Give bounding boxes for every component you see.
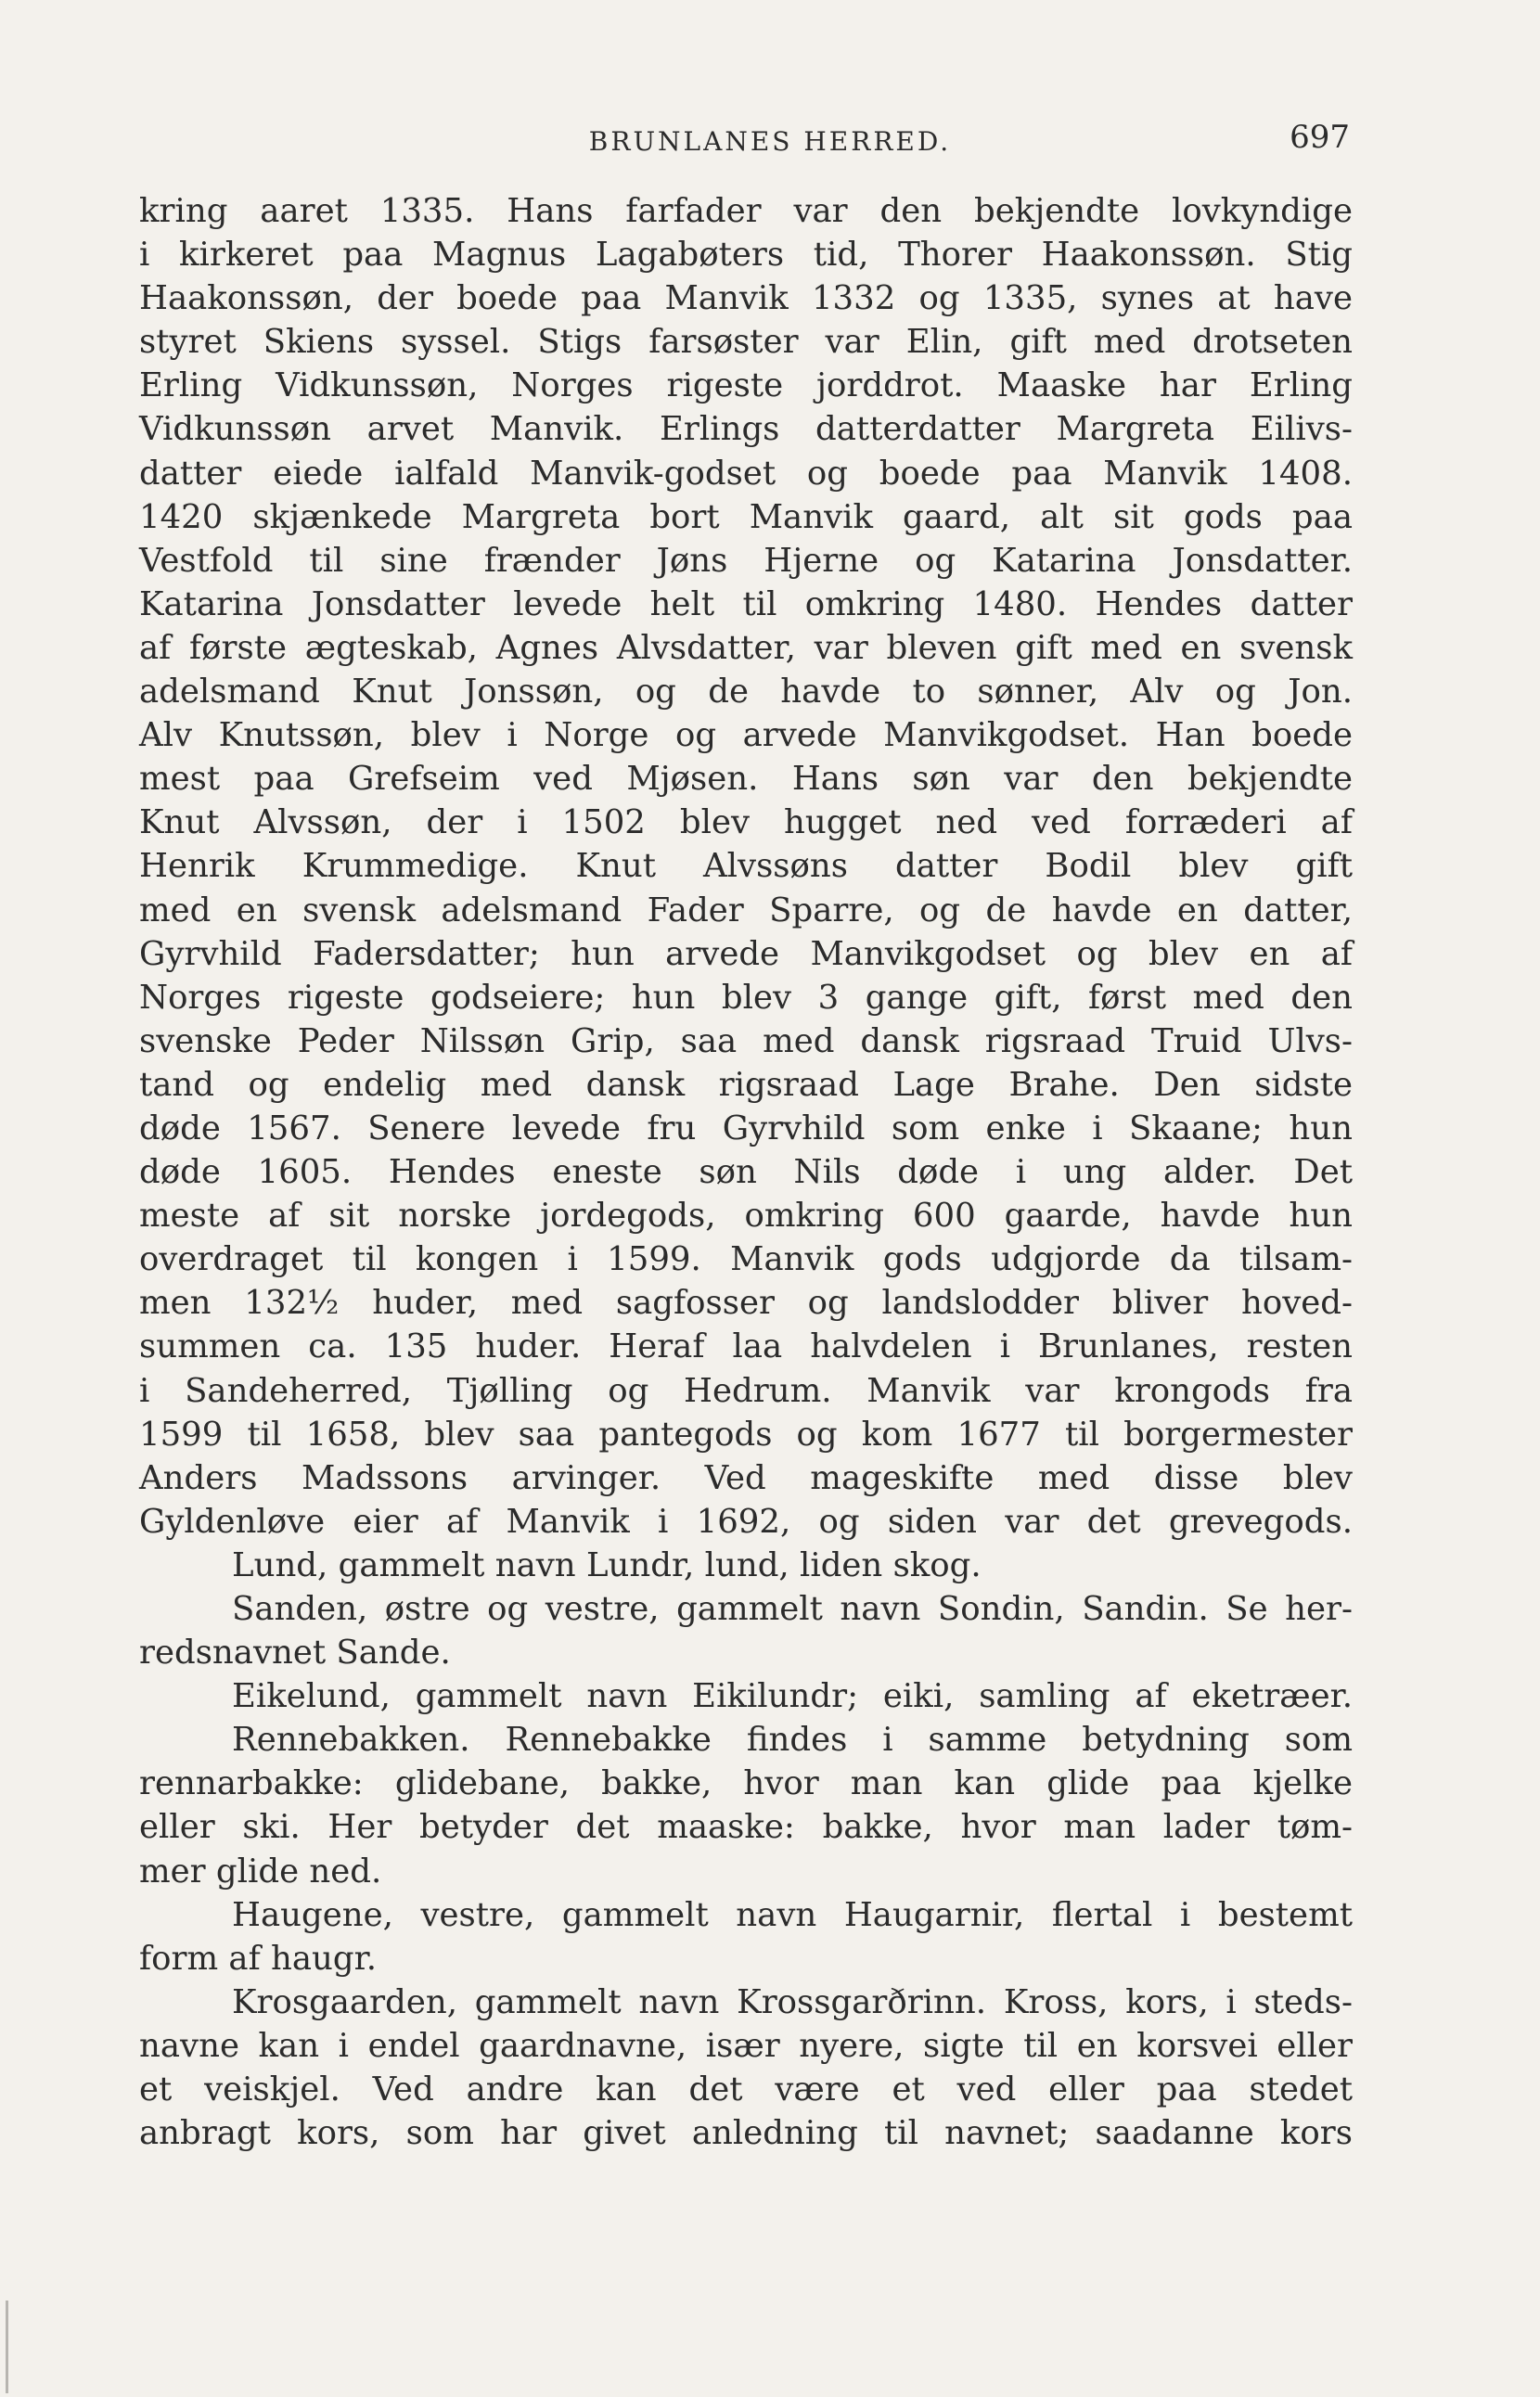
entry-lund: Lund, gammelt navn Lundr, lund, liden skog. xyxy=(232,1545,982,1584)
text-line: Katarina Jonsdatter levede helt til omkring 1480. Hendes datter xyxy=(139,584,1353,623)
entry-krosgaarden: Krosgaarden, gammelt navn Krossgarðrinn. Kross, kors, i steds- xyxy=(232,1982,1353,2021)
text-line: redsnavnet Sande. xyxy=(139,1634,451,1673)
text-line: Vidkunssøn arvet Manvik. Erlings datterdatter Margreta Eilivs- xyxy=(139,410,1353,449)
text-line: Henrik Krummedige. Knut Alvssøns datter Bodil blev gift xyxy=(139,847,1353,886)
text-line: rennarbakke: glidebane, bakke, hvor man kan glide paa kjelke xyxy=(139,1764,1353,1803)
text-line: navne kan i endel gaardnavne, især nyere, sigte til en korsvei eller xyxy=(139,2026,1353,2065)
text-line: døde 1605. Hendes eneste søn Nils døde i ung alder. Det xyxy=(139,1153,1353,1192)
text-line: adelsmand Knut Jonssøn, og de havde to sønner, Alv og Jon. xyxy=(139,673,1353,711)
text-line: i kirkeret paa Magnus Lagabøters tid, Thorer Haakonssøn. Stig xyxy=(139,236,1353,275)
text-line: Knut Alvssøn, der i 1502 blev hugget ned ved forræderi af xyxy=(139,803,1353,842)
text-line: Haakonssøn, der boede paa Manvik 1332 og 1335, synes at have xyxy=(139,279,1353,318)
text-line: Alv Knutssøn, blev i Norge og arvede Manvikgodset. Han boede xyxy=(139,716,1353,755)
text-line: med en svensk adelsmand Fader Sparre, og de havde en datter, xyxy=(139,891,1353,929)
entry-eikelund: Eikelund, gammelt navn Eikilundr; eiki, samling af eketræer. xyxy=(232,1677,1353,1716)
entry-sanden: Sanden, østre og vestre, gammelt navn Sondin, Sandin. Se her- xyxy=(232,1590,1353,1628)
text-line: men 132½ huder, med sagfosser og landslodder bliver hoved- xyxy=(139,1284,1353,1323)
text-line: anbragt kors, som har givet anledning til navnet; saadanne kors xyxy=(139,2114,1353,2153)
text-line: mest paa Grefseim ved Mjøsen. Hans søn var den bekjendte xyxy=(139,760,1353,799)
text-line: døde 1567. Senere levede fru Gyrvhild som enke i Skaane; hun xyxy=(139,1109,1353,1147)
text-line: form af haugr. xyxy=(139,1939,377,1978)
text-line: tand og endelig med dansk rigsraad Lage Brahe. Den sidste xyxy=(139,1065,1353,1104)
text-line: meste af sit norske jordegods, omkring 600 gaarde, havde hun xyxy=(139,1197,1353,1236)
text-line: Gyrvhild Fadersdatter; hun arvede Manvikgodset og blev en af xyxy=(139,934,1353,973)
running-title: BRUNLANES HERRED. xyxy=(588,126,952,157)
entry-rennebakken: Rennebakken. Rennebakke findes i samme betydning som xyxy=(232,1721,1353,1760)
entry-haugene: Haugene, vestre, gammelt navn Haugarnir, flertal i bestemt xyxy=(232,1895,1353,1934)
text-line: mer glide ned. xyxy=(139,1852,382,1891)
body-text xyxy=(139,189,1353,2155)
text-line: Anders Madssons arvinger. Ved mageskifte med disse blev xyxy=(139,1458,1353,1497)
text-line: overdraget til kongen i 1599. Manvik gods udgjorde da tilsam- xyxy=(139,1240,1353,1279)
text-line: Norges rigeste godseiere; hun blev 3 gange gift, først med den xyxy=(139,978,1353,1017)
text-line: kring aaret 1335. Hans farfader var den bekjendte lovkyndige xyxy=(139,192,1353,230)
text-line: svenske Peder Nilssøn Grip, saa med dansk rigsraad Truid Ulvs- xyxy=(139,1021,1353,1060)
text-line: summen ca. 135 huder. Heraf laa halvdelen i Brunlanes, resten xyxy=(139,1327,1353,1366)
text-line: Vestfold til sine frænder Jøns Hjerne og Katarina Jonsdatter. xyxy=(139,541,1353,580)
text-line: styret Skiens syssel. Stigs farsøster var Elin, gift med drotseten xyxy=(139,323,1353,362)
page-number: 697 xyxy=(1290,119,1350,156)
text-line: 1420 skjænkede Margreta bort Manvik gaard, alt sit gods paa xyxy=(139,497,1353,536)
text-line: i Sandeherred, Tjølling og Hedrum. Manvik var krongods fra xyxy=(139,1371,1353,1410)
text-line: datter eiede ialfald Manvik-godset og boede paa Manvik 1408. xyxy=(139,454,1353,493)
text-line: 1599 til 1658, blev saa pantegods og kom 1677 til borgermester xyxy=(139,1415,1353,1454)
text-line: eller ski. Her betyder det maaske: bakke, hvor man lader tøm- xyxy=(139,1808,1353,1847)
text-line: af første ægteskab, Agnes Alvsdatter, var bleven gift med en svensk xyxy=(139,628,1353,667)
text-line: Erling Vidkunssøn, Norges rigeste jorddrot. Maaske har Erling xyxy=(139,366,1353,405)
scan-edge-mark xyxy=(6,2301,8,2393)
text-line: Gyldenløve eier af Manvik i 1692, og siden var det grevegods. xyxy=(139,1502,1353,1541)
page-header xyxy=(0,119,1540,174)
text-line: et veiskjel. Ved andre kan det være et ved eller paa stedet xyxy=(139,2070,1353,2109)
